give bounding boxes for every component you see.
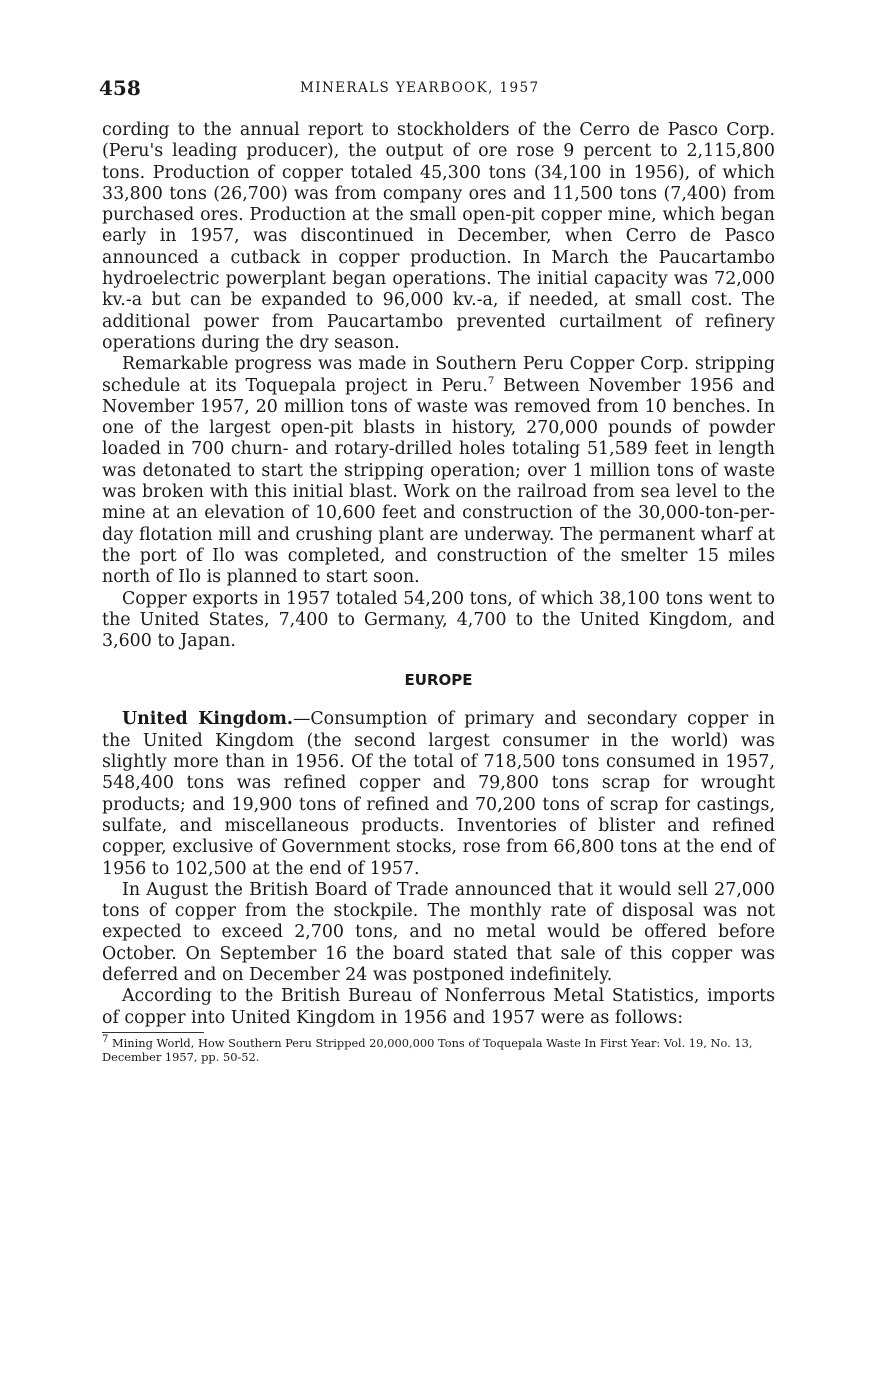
- footnote-marker: 7: [102, 1034, 109, 1046]
- footnote: [102, 1036, 775, 1064]
- page-header: [99, 76, 775, 100]
- running-head: MINERALS YEARBOOK, 1957: [300, 80, 540, 96]
- paragraph-united-kingdom: [102, 709, 775, 879]
- paragraph-toquepala-text-b: Between November 1956 and November 1957, 20 million tons of waste was removed from 10 benches. In one of the largest open-pit blasts in history, 270,000 pounds of powder loaded in 700 churn- and rotary-drilled holes totaling 51,589 feet in length was detonated to start the stripping operation; over 1 million tons of waste was broken with this initial blast. Work on the railroad from sea level to the mine at an elevation of 10,600 feet and construction of the 30,000-ton-per-day flotation mill and crushing plant are underway. The permanent wharf at the port of Ilo was completed, and construction of the smelter 15 miles north of Ilo is planned to start soon.: [102, 375, 775, 588]
- paragraph-toquepala: [102, 354, 775, 588]
- run-in-heading: United Kingdom.: [122, 709, 293, 730]
- body-text: [102, 120, 775, 1064]
- footnote-rule: [102, 1032, 204, 1033]
- footnote-reference: 7: [487, 375, 495, 387]
- paragraph-imports: According to the British Bureau of Nonferrous Metal Statistics, imports of copper into United Kingdom in 1956 and 1957 were as follows:: [102, 986, 775, 1028]
- paragraph-board-of-trade: In August the British Board of Trade announced that it would sell 27,000 tons of copper from the stockpile. The monthly rate of disposal was not expected to exceed 2,700 tons, and no metal would be offered before October. On September 16 the board stated that sale of this copper was deferred and on December 24 was postponed indefinitely.: [102, 879, 775, 985]
- footnote-text: Mining World, How Southern Peru Stripped 20,000,000 Tons of Toquepala Waste In First Year: Vol. 19, No. 13, December 1957, pp. 50-52.: [102, 1035, 753, 1064]
- paragraph-copper-exports: Copper exports in 1957 totaled 54,200 tons, of which 38,100 tons went to the United States, 7,400 to Germany, 4,700 to the United Kingdom, and 3,600 to Japan.: [102, 588, 775, 652]
- paragraph-united-kingdom-text: —Consumption of primary and secondary copper in the United Kingdom (the second largest consumer in the world) was slightly more than in 1956. Of the total of 718,500 tons consumed in 1957, 548,400 tons was refined copper and 79,800 tons scrap for wrought products; and 19,900 tons of refined and 70,200 tons of scrap for castings, sulfate, and miscellaneous products. Inventories of blister and refined copper, exclusive of Government stocks, rose from 66,800 tons at the end of 1956 to 102,500 at the end of 1957.: [102, 709, 776, 879]
- paragraph-toquepala-text-a: Remarkable progress was made in Southern Peru Copper Corp. stripping schedule at its Toquepala project in Peru.: [102, 354, 775, 396]
- paragraph-cerro-de-pasco: cording to the annual report to stockholders of the Cerro de Pasco Corp. (Peru's leading producer), the output of ore rose 9 percent to 2,115,800 tons. Production of copper totaled 45,300 tons (34,100 in 1956), of which 33,800 tons (26,700) was from company ores and 11,500 tons (7,400) from purchased ores. Production at the small open-pit copper mine, which began early in 1957, was discontinued in December, when Cerro de Pasco announced a cutback in copper production. In March the Paucartambo hydroelectric powerplant began operations. The initial capacity was 72,000 kv.-a but can be expanded to 96,000 kv.-a, if needed, at small cost. The additional power from Paucartambo prevented curtailment of refinery operations during the dry season.: [102, 120, 775, 353]
- page-number: 458: [99, 76, 141, 100]
- section-heading-europe: EUROPE: [404, 671, 473, 690]
